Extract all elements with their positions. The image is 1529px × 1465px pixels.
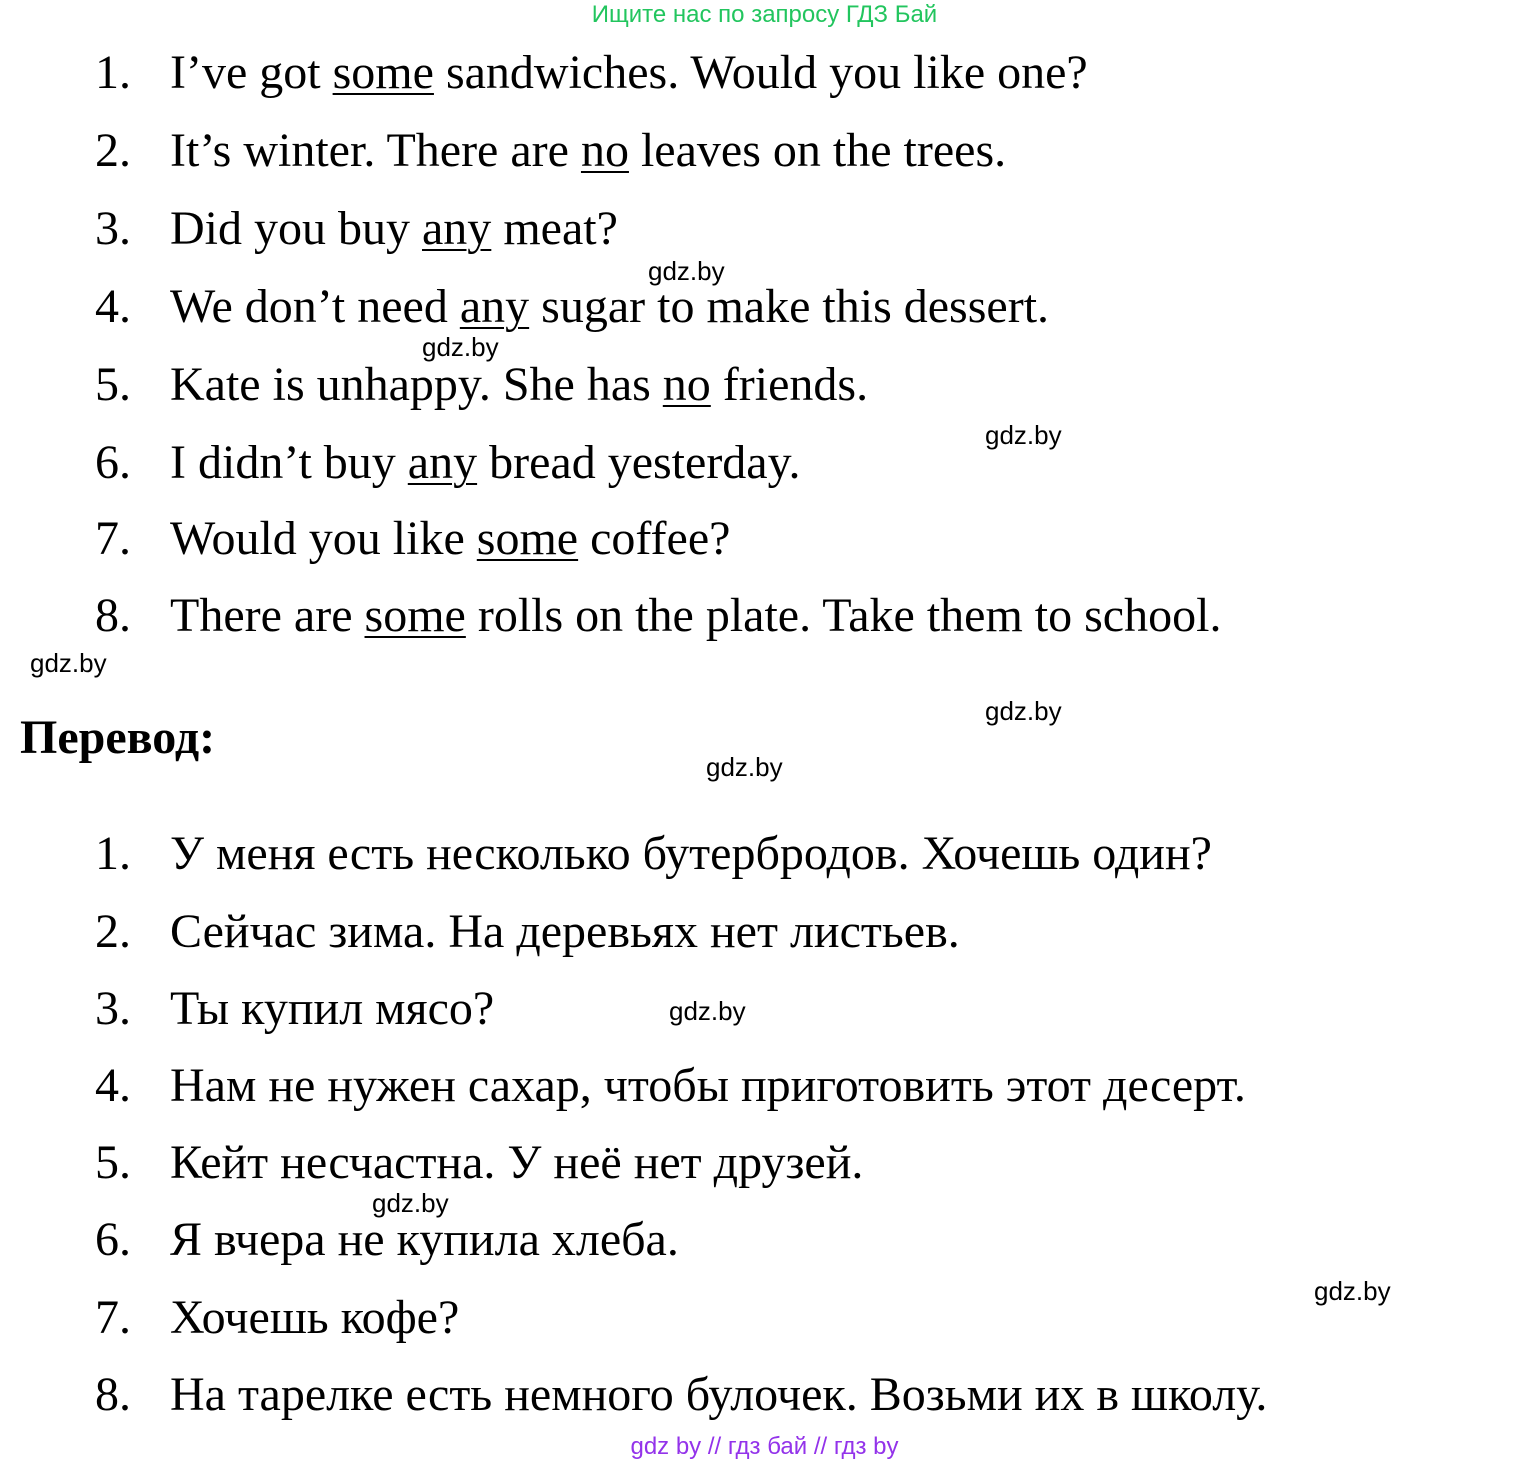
- item-number: 2.: [95, 124, 131, 177]
- top-banner: Ищите нас по запросу ГДЗ Бай: [591, 1, 938, 28]
- item-number: 1.: [95, 827, 131, 880]
- answer-word: no: [580, 124, 629, 177]
- watermark: gdz.by: [372, 1188, 449, 1218]
- item-number: 4.: [95, 280, 131, 333]
- item-number: 8.: [95, 589, 131, 642]
- watermark: gdz.by: [706, 752, 783, 782]
- answer-word: some: [332, 46, 434, 99]
- item-number: 3.: [95, 982, 131, 1035]
- sentence: Kate is unhappy. She has no friends.: [170, 358, 869, 411]
- sentence: Did you buy any meat?: [170, 202, 618, 255]
- item-number: 5.: [95, 358, 131, 411]
- translation-text: Я вчера не купила хлеба.: [170, 1213, 679, 1266]
- answer-word: some: [476, 512, 579, 565]
- answer-word: any: [407, 436, 478, 489]
- translation-text: Кейт несчастна. У неё нет друзей.: [170, 1136, 864, 1189]
- answer-word: some: [364, 589, 466, 642]
- watermark: gdz.by: [985, 420, 1062, 450]
- watermark: gdz.by: [669, 996, 746, 1026]
- sentence: It’s winter. There are no leaves on the trees.: [170, 124, 1007, 177]
- sentence: There are some rolls on the plate. Take them to school.: [170, 589, 1222, 642]
- answer-word: any: [422, 202, 492, 255]
- translation-text: Нам не нужен сахар, чтобы приготовить этот десерт.: [170, 1059, 1246, 1112]
- translation-heading: Перевод:: [20, 711, 216, 764]
- sentence: I didn’t buy any bread yesterday.: [170, 436, 801, 489]
- watermark: gdz.by: [1314, 1276, 1391, 1306]
- answer-word: no: [662, 358, 711, 411]
- watermark: gdz.by: [422, 332, 499, 362]
- watermark: gdz.by: [985, 696, 1062, 726]
- item-number: 3.: [95, 202, 131, 255]
- item-number: 4.: [95, 1059, 131, 1112]
- item-number: 1.: [95, 46, 131, 99]
- translation-text: На тарелке есть немного булочек. Возьми их в школу.: [170, 1368, 1268, 1421]
- watermark: gdz.by: [648, 256, 725, 286]
- item-number: 2.: [95, 905, 131, 958]
- item-number: 7.: [95, 1291, 131, 1344]
- sentence: I’ve got some sandwiches. Would you like one?: [170, 46, 1088, 99]
- answer-word: any: [459, 280, 530, 333]
- sentence: We don’t need any sugar to make this dessert.: [170, 280, 1050, 333]
- item-number: 7.: [95, 512, 131, 565]
- translation-text: Ты купил мясо?: [170, 982, 495, 1035]
- item-number: 6.: [95, 1213, 131, 1266]
- sentence: Would you like some coffee?: [170, 512, 731, 565]
- item-number: 8.: [95, 1368, 131, 1421]
- item-number: 5.: [95, 1136, 131, 1189]
- item-number: 6.: [95, 436, 131, 489]
- translation-text: Сейчас зима. На деревьях нет листьев.: [170, 905, 960, 958]
- watermark: gdz.by: [30, 648, 107, 678]
- translation-text: У меня есть несколько бутербродов. Хочешь один?: [170, 827, 1212, 880]
- footer-banner: gdz by // гдз бай // гдз by: [630, 1433, 899, 1460]
- translation-text: Хочешь кофе?: [170, 1291, 460, 1344]
